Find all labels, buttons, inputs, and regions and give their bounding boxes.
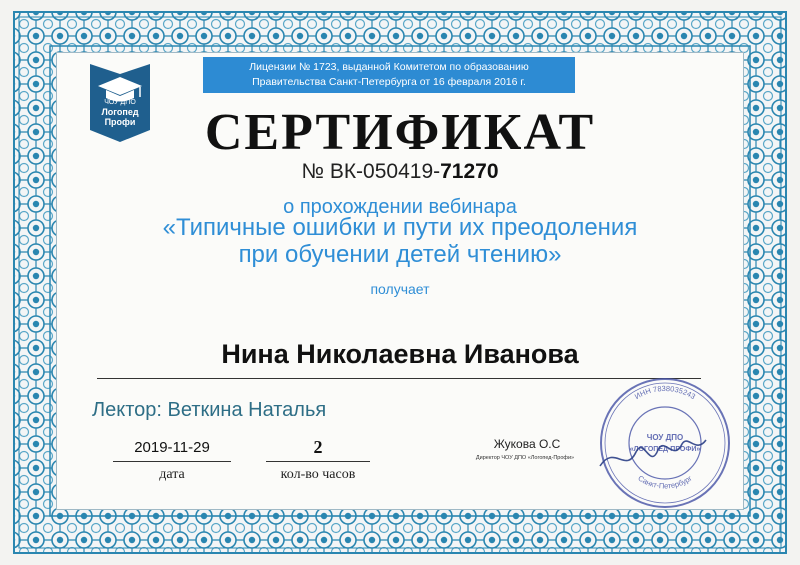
signer-name: Жукова О.С xyxy=(493,437,561,451)
certificate-number-prefix: № ВК-050419- xyxy=(301,160,441,183)
stamp-center-line-1: ЧОУ ДПО xyxy=(646,433,684,442)
signature-scribble xyxy=(600,440,706,466)
webinar-title-line-2: при обучении детей чтению» xyxy=(238,241,562,268)
logo-line-2: Логопед xyxy=(101,107,139,117)
certificate-subtitle: о прохождении вебинара xyxy=(283,196,517,218)
stamp-city: Санкт-Петербург xyxy=(636,473,694,491)
license-banner xyxy=(203,57,575,93)
date-underline xyxy=(113,461,231,462)
date-value: 2019-11-29 xyxy=(134,439,210,456)
recipient-name: Нина Николаевна Иванова xyxy=(221,339,579,369)
stamp-center-line-2: «ЛОГОПЕД-ПРОФИ» xyxy=(629,446,701,453)
certificate-number xyxy=(0,160,800,184)
license-line-2: Правительства Санкт-Петербурга от 16 февраля 2016 г. xyxy=(252,76,526,88)
receives-label: получает xyxy=(370,281,430,297)
lecturer-label: Лектор: Веткина Наталья xyxy=(92,399,327,421)
hours-underline xyxy=(266,461,370,462)
webinar-title xyxy=(0,214,800,268)
webinar-title-line-1: «Типичные ошибки и пути их преодоления xyxy=(162,214,638,241)
hours-label: кол-во часов xyxy=(280,467,356,482)
signer-title: Директор ЧОУ ДПО «Логопед-Профи» xyxy=(475,455,575,461)
official-stamp xyxy=(596,374,734,512)
hours-value: 2 xyxy=(313,437,323,457)
logo-line-1: ЧОУ ДПО xyxy=(104,99,136,106)
certificate-title: СЕРТИФИКАТ xyxy=(204,104,596,161)
certificate-number-suffix: 71270 xyxy=(440,160,499,183)
stamp-inn: ИНН 7838035243 xyxy=(633,383,698,402)
logo-line-3: Профи xyxy=(104,117,136,127)
date-label: дата xyxy=(159,467,185,482)
license-line-1: Лицензии № 1723, выданной Комитетом по образованию xyxy=(249,61,529,73)
